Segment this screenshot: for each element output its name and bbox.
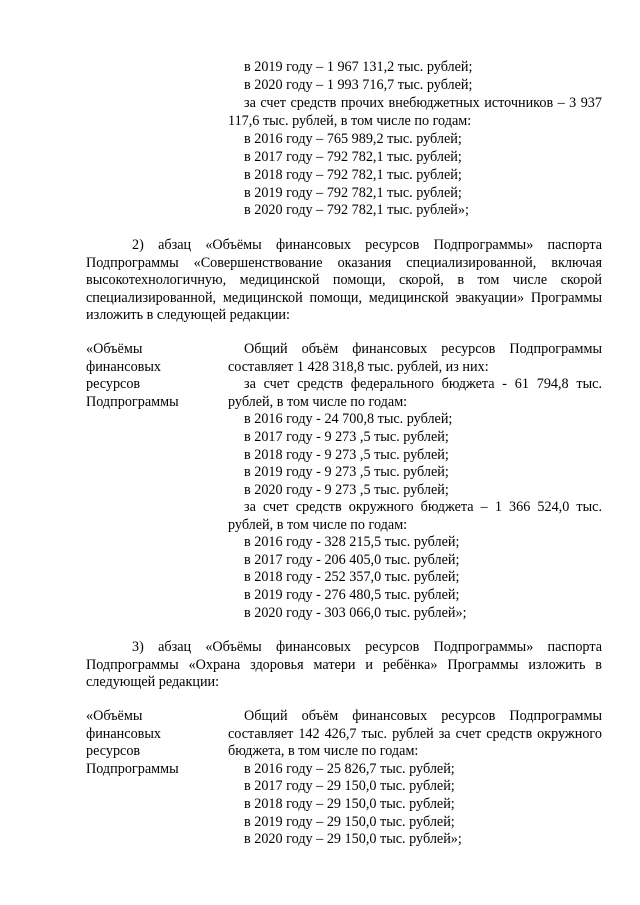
federal-year-2017: в 2017 году - 9 273 ,5 тыс. рублей; <box>244 429 449 445</box>
label-line: Подпрограммы <box>86 760 179 777</box>
s3-year-2017: в 2017 году – 29 150,0 тыс. рублей; <box>244 778 455 794</box>
label-line: финансовых <box>86 358 161 375</box>
s3-year-2016: в 2016 году – 25 826,7 тыс. рублей; <box>244 761 455 777</box>
top-year-2020: в 2020 году – 1 993 716,7 тыс. рублей; <box>244 77 473 93</box>
district-year-2017: в 2017 году - 206 405,0 тыс. рублей; <box>244 552 460 568</box>
section-3-label <box>86 708 216 778</box>
label-line: «Объёмы <box>86 708 143 724</box>
section-3-total: Общий объём финансовых ресурсов Подпрограммы составляет 142 426,7 тыс. рублей за счет средств окружного бюджета, в том числе по годам: <box>228 708 602 760</box>
section-2-total: Общий объём финансовых ресурсов Подпрограммы составляет 1 428 318,8 тыс. рублей, из них: <box>228 341 602 375</box>
label-line: Подпрограммы <box>86 393 179 410</box>
top-year-2019: в 2019 году – 1 967 131,2 тыс. рублей; <box>244 59 473 75</box>
section-2-label <box>86 341 216 411</box>
district-year-2019: в 2019 году - 276 480,5 тыс. рублей; <box>244 587 460 603</box>
s3-year-2018: в 2018 году – 29 150,0 тыс. рублей; <box>244 796 455 812</box>
federal-year-2020: в 2020 году - 9 273 ,5 тыс. рублей; <box>244 482 449 498</box>
top-other-year-2016: в 2016 году – 765 989,2 тыс. рублей; <box>244 131 462 147</box>
section-2-federal: за счет средств федерального бюджета - 61 794,8 тыс. рублей, в том числе по годам: <box>228 376 602 410</box>
section-2-paragraph: 2) абзац «Объёмы финансовых ресурсов Подпрограммы» паспорта Подпрограммы «Совершенствование оказания специализированной, включая высокотехнологичную, медицинской помощи, скорой, в том числе скорой специализированной, медицинской помощи, медицинской эвакуации» Программы изложить в следующей редакции: <box>86 237 602 324</box>
top-other-year-2019: в 2019 году – 792 782,1 тыс. рублей; <box>244 185 462 201</box>
label-line: ресурсов <box>86 743 141 760</box>
top-other-year-2017: в 2017 году – 792 782,1 тыс. рублей; <box>244 149 462 165</box>
section-2-district: за счет средств окружного бюджета – 1 366 524,0 тыс. рублей, в том числе по годам: <box>228 499 602 533</box>
top-other-year-2020: в 2020 году – 792 782,1 тыс. рублей»; <box>244 202 469 218</box>
label-line: ресурсов <box>86 376 141 393</box>
s3-year-2020: в 2020 году – 29 150,0 тыс. рублей»; <box>244 831 462 847</box>
s3-year-2019: в 2019 году – 29 150,0 тыс. рублей; <box>244 814 455 830</box>
top-other-year-2018: в 2018 году – 792 782,1 тыс. рублей; <box>244 167 462 183</box>
district-year-2018: в 2018 году - 252 357,0 тыс. рублей; <box>244 569 460 585</box>
district-year-2020: в 2020 году - 303 066,0 тыс. рублей»; <box>244 605 467 621</box>
federal-year-2019: в 2019 году - 9 273 ,5 тыс. рублей; <box>244 464 449 480</box>
other-sources-paragraph: за счет средств прочих внебюджетных источников – 3 937 117,6 тыс. рублей, в том числе по годам: <box>228 95 602 129</box>
district-year-2016: в 2016 году - 328 215,5 тыс. рублей; <box>244 534 460 550</box>
label-line: «Объёмы <box>86 341 143 357</box>
section-3-paragraph: 3) абзац «Объёмы финансовых ресурсов Подпрограммы» паспорта Подпрограммы «Охрана здоровья матери и ребёнка» Программы изложить в следующей редакции: <box>86 639 602 691</box>
federal-year-2018: в 2018 году - 9 273 ,5 тыс. рублей; <box>244 447 449 463</box>
federal-year-2016: в 2016 году - 24 700,8 тыс. рублей; <box>244 411 453 427</box>
label-line: финансовых <box>86 725 161 742</box>
